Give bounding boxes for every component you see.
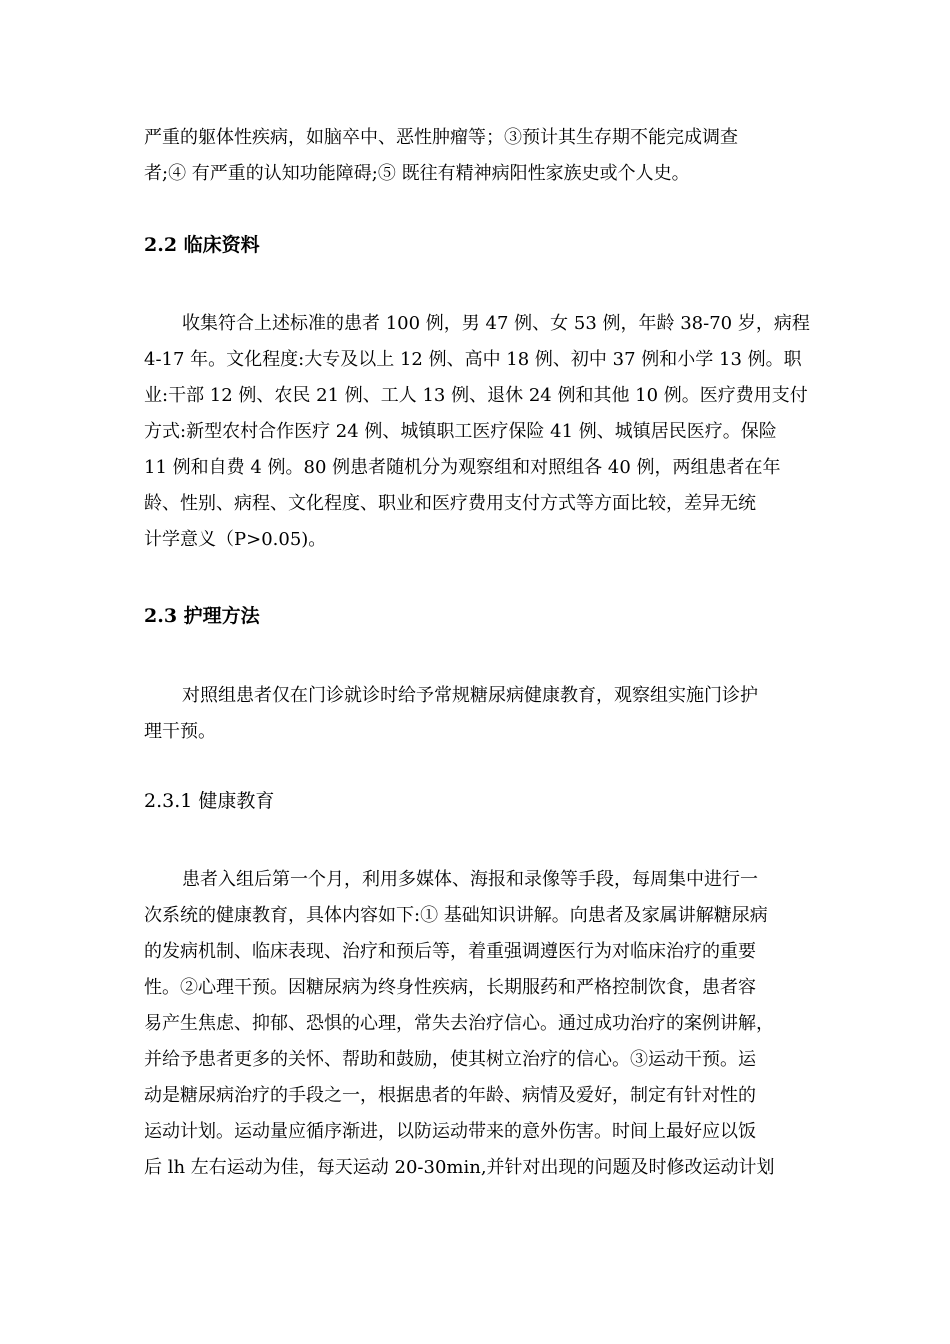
text-line: 后 lh 左右运动为佳，每天运动 20-30min,并针对出现的问题及时修改运动计划 [144,1157,775,1178]
section-2-3-1-heading-block [144,786,808,816]
text-line: 患者入组后第一个月，利用多媒体、海报和录像等手段，每周集中进行一 [182,869,758,890]
body-paragraph [144,306,808,558]
text-line: 11 例和自费 4 例。80 例患者随机分为观察组和对照组各 40 例，两组患者在年 [144,457,781,478]
text-line: 性。②心理干预。因糖尿病为终身性疾病，长期服药和严格控制饮食，患者容 [144,977,756,998]
text-line: 者;④ 有严重的认知功能障碍;⑤ 既往有精神病阳性家族史或个人史。 [144,163,690,184]
section-heading: 2.3 护理方法 [144,605,260,627]
text-line: 易产生焦虑、抑郁、恐惧的心理，常失去治疗信心。通过成功治疗的案例讲解， [144,1013,774,1034]
text-line: 方式:新型农村合作医疗 24 例、城镇职工医疗保险 41 例、城镇居民医疗。保险 [144,421,777,442]
text-line: 动是糖尿病治疗的手段之一，根据患者的年龄、病情及爱好，制定有针对性的 [144,1085,756,1106]
intro-paragraph [144,120,808,192]
section-2-2-heading-block [144,230,808,260]
text-line: 业:干部 12 例、农民 21 例、工人 13 例、退休 24 例和其他 10 例。医疗费用支付 [144,385,808,406]
subsection-heading: 2.3.1 健康教育 [144,790,275,812]
text-line: 4-17 年。文化程度:大专及以上 12 例、高中 18 例、初中 37 例和小学 13 例。职 [144,349,802,370]
text-line: 计学意义（P>0.05)。 [144,529,327,550]
text-line: 的发病机制、临床表现、治疗和预后等，着重强调遵医行为对临床治疗的重要 [144,941,756,962]
section-heading: 2.2 临床资料 [144,234,260,256]
text-line: 收集符合上述标准的患者 100 例，男 47 例、女 53 例，年龄 38-70 岁，病程 [182,313,810,334]
text-line: 运动计划。运动量应循序渐进，以防运动带来的意外伤害。时间上最好应以饭 [144,1121,756,1142]
text-line: 并给予患者更多的关怀、帮助和鼓励，使其树立治疗的信心。③运动干预。运 [144,1049,756,1070]
text-line: 次系统的健康教育，具体内容如下:① 基础知识讲解。向患者及家属讲解糖尿病 [144,905,768,926]
text-line: 龄、性别、病程、文化程度、职业和医疗费用支付方式等方面比较，差异无统 [144,493,756,514]
body-paragraph [144,862,808,1186]
section-2-3-heading-block [144,601,808,631]
section-2-3-paragraph [144,678,808,750]
section-2-3-1-paragraph [144,862,808,1186]
text-line: 理干预。 [144,721,216,742]
text-line: 严重的躯体性疾病，如脑卒中、恶性肿瘤等；③预计其生存期不能完成调查 [144,127,738,148]
intro-text [144,120,808,192]
body-paragraph [144,678,808,750]
section-2-2-paragraph [144,306,808,558]
text-line: 对照组患者仅在门诊就诊时给予常规糖尿病健康教育，观察组实施门诊护 [182,685,758,706]
